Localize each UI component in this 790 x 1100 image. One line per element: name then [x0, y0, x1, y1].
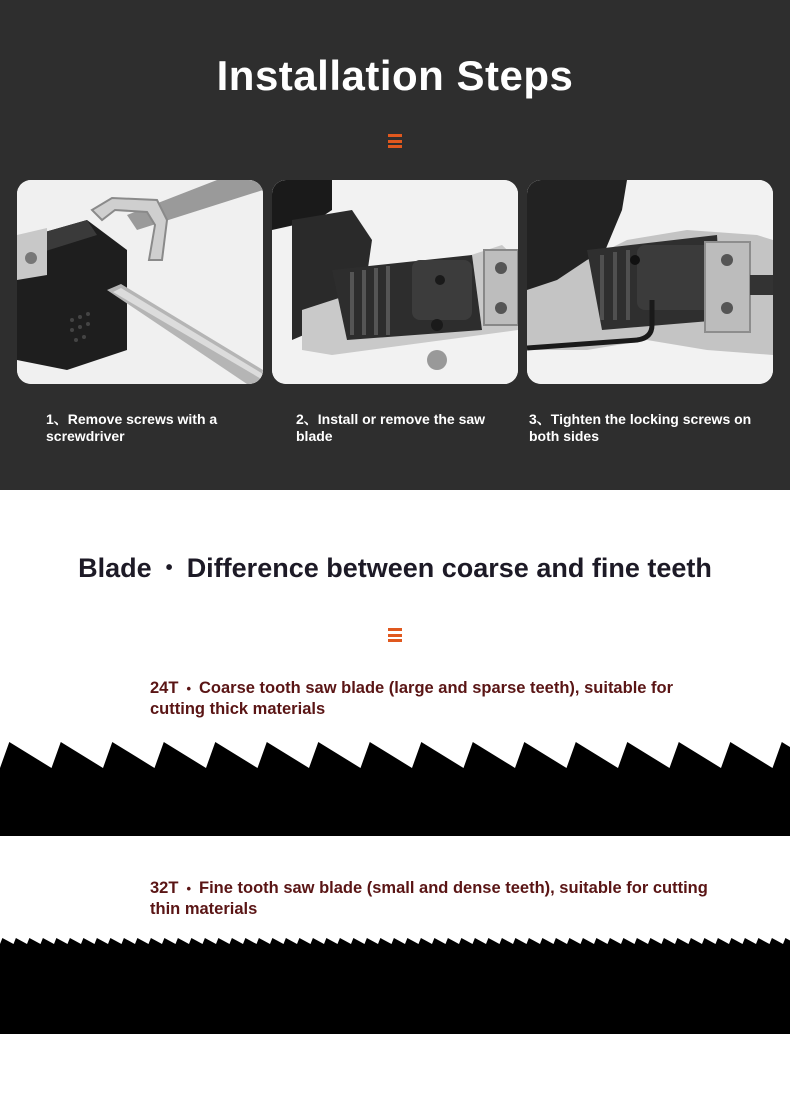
fine-tooth-count: 32T — [150, 879, 179, 897]
step-1-photo — [17, 180, 263, 384]
step-3-caption: 3、Tighten the locking screws on both sides — [529, 411, 752, 444]
coarse-tooth-count: 24T — [150, 679, 179, 697]
coarse-blade-image — [0, 738, 790, 836]
fine-blade-description — [150, 878, 710, 919]
menu-lines-icon — [388, 134, 402, 148]
coarse-blade-description — [150, 678, 710, 719]
coarse-separator: • — [186, 681, 191, 696]
fine-separator: • — [186, 881, 191, 896]
title-separator: • — [165, 557, 173, 579]
blade-title-part1: Blade — [78, 553, 152, 583]
step-3-photo — [527, 180, 773, 384]
installation-title: Installation Steps — [216, 52, 574, 99]
step-1-caption: 1、Remove screws with a screwdriver — [46, 411, 218, 444]
step-2-caption: 2、Install or remove the saw blade — [296, 411, 486, 444]
fine-description-text: Fine tooth saw blade (small and dense teeth), suitable for cutting thin materials — [150, 879, 708, 918]
step-2-photo — [272, 180, 518, 384]
coarse-description-text: Coarse tooth saw blade (large and sparse teeth), suitable for cutting thick materials — [150, 679, 674, 718]
installation-section — [0, 0, 790, 490]
blade-section-title — [0, 553, 790, 584]
fine-blade-image — [0, 936, 790, 1034]
menu-lines-icon — [388, 628, 402, 642]
blade-title-part2: Difference between coarse and fine teeth — [186, 553, 712, 583]
